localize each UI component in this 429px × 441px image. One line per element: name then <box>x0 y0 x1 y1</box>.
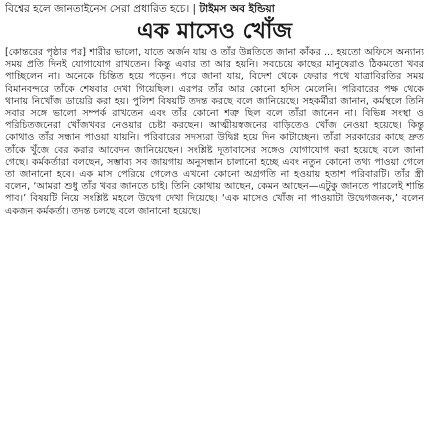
header-tagline: বিশ্বের হলে জানতাইনেস সেরা প্রধারিত হচে। <box>5 3 190 15</box>
article-body <box>5 47 424 218</box>
header-line: বিশ্বের হলে জানতাইনেস সেরা প্রধারিত হচে। | টাইমস অব ইন্ডিয়া <box>5 3 275 15</box>
header-source: টাইমস অব ইন্ডিয়া <box>199 3 275 15</box>
article-body-text: [কোন্তরের পৃষ্ঠার পর] শারীর ভালো, যাতে অর্জন যায় ও তাঁর উন্নতিতে জানা কাঁকর ... হয়তো অফিসে অন্যান্য সময় প্রতি দিনই যোগাযোগ রাখতেন। কিন্তু এবার তা আর হয়নি। সবচেয়ে কাছের মানুষেরাও ঠিকমতো খবর পাচ্ছিলেন না। অনেকে চিন্তিত হয়ে পড়েন। পরে জানা যায়, বিদেশ থেকে ফেরার পথে যাত্রাবিরতির সময় বিমানবন্দরে তাঁকে শেষবার দেখা গিয়েছিল। এরপর তাঁর আর কোনো হদিস মেলেনি। পরিবারের পক্ষ থেকে থানায় নিখোঁজ ডায়েরি করা হয়। পুলিশ বিষয়টি তদন্ত করছে বলে জানিয়েছে। সহকর্মীরা জানান, কর্মস্থলে তিনি সবার সঙ্গে ভালো সম্পর্ক রাখতেন এবং তাঁর কোনো শত্রু ছিল বলে তাঁরা জানেন না। বিভিন্ন সংস্থা ও পরিচিতজনেরা খোঁজখবর নেওয়ার চেষ্টা করছেন। আত্মীয়স্বজনের বাড়িতেও খোঁজ নেওয়া হয়েছে। কিন্তু কোথাও তাঁর সন্ধান পাওয়া যায়নি। পরিবারের সদস্যরা উদ্বিগ্ন হয়ে দিন কাটাচ্ছেন। তাঁরা সরকারের কাছে দ্রুত তাঁকে খুঁজে বের করার আবেদন জানিয়েছেন। সংশ্লিষ্ট দূতাবাসের সঙ্গেও যোগাযোগ করা হয়েছে বলে জানা গেছে। কর্মকর্তারা বলছেন, সম্ভাব্য সব জায়গায় অনুসন্ধান চালানো হচ্ছে এবং নতুন কোনো তথ্য পাওয়া গেলে তা জানানো হবে। এক মাস পেরিয়ে গেলেও এখনো কোনো অগ্রগতি না হওয়ায় হতাশ পরিবারটি। তাঁর স্ত্রী বলেন, ‘আমরা শুধু তাঁর খবর জানতে চাই। তিনি কোথায় আছেন, কেমন আছেন—এটুকু জানতে পারলেই শান্তি পাব।’ বিষয়টি নিয়ে সংশ্লিষ্ট মহলে উদ্বেগ দেখা দিয়েছে। ‘এক মাসেও খোঁজ না পাওয়াটা উদ্বেগজনক,’ বলেন একজন কর্মকর্তা। তদন্ত চলছে বলে জানানো হয়েছে। <box>5 47 424 217</box>
article-headline: এক মাসেও খোঁজ <box>136 19 293 44</box>
